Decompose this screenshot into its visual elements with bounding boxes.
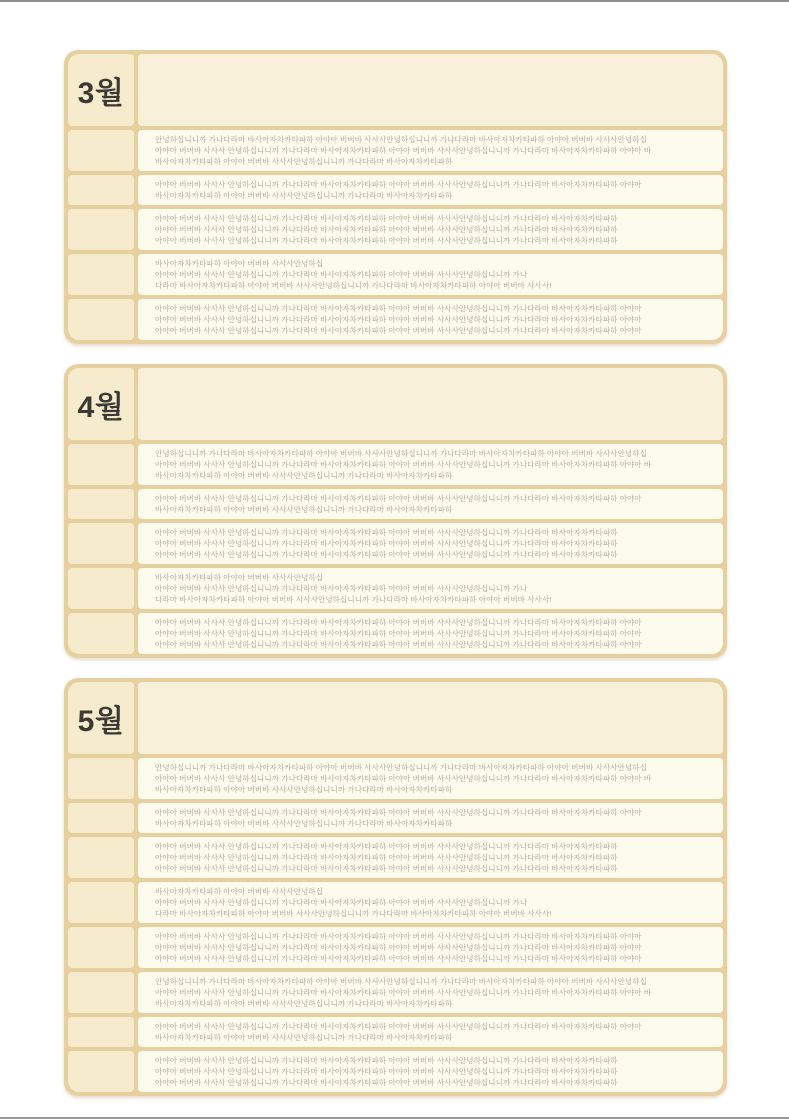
entry-line: 아야아 버버바 사사사 안녕하십니니까 가나다라마 바사아자차카타파하 아야아 버버바 사사사안녕하십니니까 가나다라마 바사아자차카타파하 아야아 [155, 932, 642, 941]
month-header-row [68, 54, 723, 126]
entry-line: 아야아 버버바 사사사 안녕하십니니까 가나다라마 바사아자차카타파하 아야아 버버바 사사사안녕하십니니까 가나다라마 바사아자차카타파하 아야아 [155, 808, 642, 817]
entry-cell [138, 972, 723, 1013]
entry-line: 아야아 버버바 사사사 안녕하십니니까 가나다라마 바사아자차카타파하 아야아 버버바 사사사안녕하십니니까 가나다라마 바사아자차카타파하 [155, 864, 618, 873]
month-header-row [68, 368, 723, 440]
entry-line: 아야아 버버바 사사사 안녕하십니니까 가나다라마 바사아자차카타파하 아야아 버버바 사사사안녕하십니니까 가나다라마 바사아자차카타파하 아야아 [155, 304, 642, 313]
entry-date-cell [68, 175, 134, 205]
entry-line: 바사아자차카타파하 아야아 버버바 사사사안녕하십니니까 가나다라마 바사아자차카타파하 [155, 191, 453, 200]
entry-line: 아야아 버버바 사사사 안녕하십니니까 가나다라마 바사아자차카타파하 아야아 버버바 사사사안녕하십니니까 가나다라마 바사아자차카타파하 [155, 550, 618, 559]
entry-line: 아야아 버버바 사사사 안녕하십니니까 가나다라마 바사아자차카타파하 아야아 버버바 사사사안녕하십니니까 가나다라마 바사아자차카타파하 아야아 [155, 494, 642, 503]
entry-cell [138, 758, 723, 799]
entry-cell [138, 803, 723, 833]
entry-row [68, 444, 723, 485]
entry-line: 아야아 버버바 사사사 안녕하십니니까 가나다라마 바사아자차카타파하 아야아 버버바 사사사안녕하십니니까 가나다라마 바사아자차카타파하 아야아 [155, 1022, 642, 1031]
entry-row [68, 882, 723, 923]
month-card [64, 678, 727, 1096]
entry-date-cell [68, 523, 134, 564]
entry-line: 바사아자차카타파하 아야아 버버바 사사사안녕하십 [155, 259, 324, 268]
entry-line: 안녕하십니니까 가나다라마 바사아자차카타파하 아야아 버버바 사사사안녕하십니니까 가나다라마 바사아자차카타파하 아야아 버버바 사사사안녕하십 [155, 449, 647, 458]
entry-date-cell [68, 927, 134, 968]
entry-date-cell [68, 837, 134, 878]
month-card [64, 50, 727, 344]
entry-line: 아야아 버버바 사사사 안녕하십니니까 가나다라마 바사아자차카타파하 아야아 버버바 사사사안녕하십니니까 가나다라마 바사아자차카타파하 아야아 [155, 640, 642, 649]
entry-line: 아야아 버버바 사사사 안녕하십니니까 가나다라마 바사아자차카타파하 아야아 버버바 사사사안녕하십니니까 가나다라마 바사아자차카타파하 [155, 539, 618, 548]
entry-row [68, 1017, 723, 1047]
entry-date-cell [68, 299, 134, 340]
entry-row [68, 972, 723, 1013]
entry-line: 바사아자차카타파하 아야아 버버바 사사사안녕하십니니까 가나다라마 바사아자차카타파하 [155, 157, 453, 166]
month-header-row [68, 682, 723, 754]
entry-row [68, 209, 723, 250]
entry-line: 아야아 버버바 사사사 안녕하십니니까 가나다라마 바사아자차카타파하 아야아 버버바 사사사안녕하십니니까 가나다라마 바사아자차카타파하 아야아 [155, 618, 642, 627]
entry-cell [138, 254, 723, 295]
entry-line: 아야아 버버바 사사사 안녕하십니니까 가나다라마 바사아자차카타파하 아야아 버버바 사사사안녕하십니니까 가나다라마 바사아자차카타파하 [155, 853, 618, 862]
entry-date-cell [68, 882, 134, 923]
entry-line: 아야아 버버바 사사사 안녕하십니니까 가나다라마 바사아자차카타파하 아야아 버버바 사사사안녕하십니니까 가나다라마 바사아자차카타파하 아야아 바 [155, 146, 652, 155]
entry-cell [138, 299, 723, 340]
entry-line: 아야아 버버바 사사사 안녕하십니니까 가나다라마 바사아자차카타파하 아야아 버버바 사사사안녕하십니니까 가나다라마 바사아자차카타파하 [155, 1056, 618, 1065]
entry-row [68, 1051, 723, 1092]
entry-row [68, 568, 723, 609]
entry-row [68, 130, 723, 171]
entry-row [68, 254, 723, 295]
entry-date-cell [68, 758, 134, 799]
entry-cell [138, 1051, 723, 1092]
entry-line: 다라마 바사아자차카타파하 아야아 버버바 사사사안녕하십니니까 가나다라마 바사아자차카타파하 아야아 버버바 사사사! [155, 281, 552, 290]
entry-cell [138, 613, 723, 654]
month-header-cell [138, 682, 723, 754]
entry-line: 아야아 버버바 사사사 안녕하십니니까 가나다라마 바사아자차카타파하 아야아 버버바 사사사안녕하십니니까 가나다라마 바사아자차카타파하 [155, 214, 618, 223]
entry-line: 다라마 바사아자차카타파하 아야아 버버바 사사사안녕하십니니까 가나다라마 바사아자차카타파하 아야아 버버바 사사사! [155, 909, 552, 918]
entry-line: 바사아자차카타파하 아야아 버버바 사사사안녕하십니니까 가나다라마 바사아자차카타파하 [155, 1033, 453, 1042]
entry-row [68, 613, 723, 654]
entry-cell [138, 444, 723, 485]
entry-cell [138, 523, 723, 564]
entry-row [68, 489, 723, 519]
entry-line: 아야아 버버바 사사사 안녕하십니니까 가나다라마 바사아자차카타파하 아야아 버버바 사사사안녕하십니니까 가나다라마 바사아자차카타파하 [155, 842, 618, 851]
entry-line: 아야아 버버바 사사사 안녕하십니니까 가나다라마 바사아자차카타파하 아야아 버버바 사사사안녕하십니니까 가나다라마 바사아자차카타파하 [155, 1067, 618, 1076]
entry-line: 아야아 버버바 사사사 안녕하십니니까 가나다라마 바사아자차카타파하 아야아 버버바 사사사안녕하십니니까 가나 [155, 584, 528, 593]
month-label: 5월 [68, 682, 134, 754]
entry-date-cell [68, 1051, 134, 1092]
entry-date-cell [68, 209, 134, 250]
entry-line: 바사아자차카타파하 아야아 버버바 사사사안녕하십니니까 가나다라마 바사아자차카타파하 [155, 505, 453, 514]
entry-line: 아야아 버버바 사사사 안녕하십니니까 가나다라마 바사아자차카타파하 아야아 버버바 사사사안녕하십니니까 가나다라마 바사아자차카타파하 [155, 1078, 618, 1087]
entry-cell [138, 209, 723, 250]
month-header-cell [138, 368, 723, 440]
entry-line: 아야아 버버바 사사사 안녕하십니니까 가나다라마 바사아자차카타파하 아야아 버버바 사사사안녕하십니니까 가나다라마 바사아자차카타파하 아야아 바 [155, 988, 652, 997]
entry-line: 아야아 버버바 사사사 안녕하십니니까 가나다라마 바사아자차카타파하 아야아 버버바 사사사안녕하십니니까 가나다라마 바사아자차카타파하 [155, 528, 618, 537]
entry-row [68, 803, 723, 833]
entry-line: 바사아자차카타파하 아야아 버버바 사사사안녕하십 [155, 887, 324, 896]
entry-cell [138, 837, 723, 878]
entry-cell [138, 1017, 723, 1047]
entry-line: 아야아 버버바 사사사 안녕하십니니까 가나다라마 바사아자차카타파하 아야아 버버바 사사사안녕하십니니까 가나다라마 바사아자차카타파하 아야아 [155, 954, 642, 963]
entry-line: 아야아 버버바 사사사 안녕하십니니까 가나다라마 바사아자차카타파하 아야아 버버바 사사사안녕하십니니까 가나다라마 바사아자차카타파하 아야아 [155, 943, 642, 952]
entry-line: 아야아 버버바 사사사 안녕하십니니까 가나다라마 바사아자차카타파하 아야아 버버바 사사사안녕하십니니까 가나다라마 바사아자차카타파하 아야아 [155, 315, 642, 324]
entry-cell [138, 882, 723, 923]
entry-date-cell [68, 568, 134, 609]
entry-date-cell [68, 444, 134, 485]
entry-line: 아야아 버버바 사사사 안녕하십니니까 가나다라마 바사아자차카타파하 아야아 버버바 사사사안녕하십니니까 가나다라마 바사아자차카타파하 [155, 236, 618, 245]
entry-line: 바사아자차카타파하 아야아 버버바 사사사안녕하십니니까 가나다라마 바사아자차카타파하 [155, 471, 453, 480]
entry-line: 아야아 버버바 사사사 안녕하십니니까 가나다라마 바사아자차카타파하 아야아 버버바 사사사안녕하십니니까 가나다라마 바사아자차카타파하 아야아 바 [155, 460, 652, 469]
entry-line: 아야아 버버바 사사사 안녕하십니니까 가나다라마 바사아자차카타파하 아야아 버버바 사사사안녕하십니니까 가나다라마 바사아자차카타파하 아야아 바 [155, 774, 652, 783]
entry-date-cell [68, 254, 134, 295]
entry-line: 안녕하십니니까 가나다라마 바사아자차카타파하 아야아 버버바 사사사안녕하십니니까 가나다라마 바사아자차카타파하 아야아 버버바 사사사안녕하십 [155, 763, 647, 772]
entry-line: 다라마 바사아자차카타파하 아야아 버버바 사사사안녕하십니니까 가나다라마 바사아자차카타파하 아야아 버버바 사사사! [155, 595, 552, 604]
entry-line: 아야아 버버바 사사사 안녕하십니니까 가나다라마 바사아자차카타파하 아야아 버버바 사사사안녕하십니니까 가나 [155, 898, 528, 907]
entry-line: 안녕하십니니까 가나다라마 바사아자차카타파하 아야아 버버바 사사사안녕하십니니까 가나다라마 바사아자차카타파하 아야아 버버바 사사사안녕하십 [155, 977, 647, 986]
entry-cell [138, 927, 723, 968]
entry-line: 아야아 버버바 사사사 안녕하십니니까 가나다라마 바사아자차카타파하 아야아 버버바 사사사안녕하십니니까 가나다라마 바사아자차카타파하 아야아 [155, 326, 642, 335]
entry-line: 아야아 버버바 사사사 안녕하십니니까 가나다라마 바사아자차카타파하 아야아 버버바 사사사안녕하십니니까 가나 [155, 270, 528, 279]
entry-date-cell [68, 972, 134, 1013]
month-card [64, 364, 727, 658]
entry-cell [138, 175, 723, 205]
entry-row [68, 927, 723, 968]
entry-date-cell [68, 613, 134, 654]
entry-date-cell [68, 1017, 134, 1047]
entry-row [68, 175, 723, 205]
entry-row [68, 758, 723, 799]
entry-line: 바사아자차카타파하 아야아 버버바 사사사안녕하십니니까 가나다라마 바사아자차카타파하 [155, 785, 453, 794]
entry-line: 아야아 버버바 사사사 안녕하십니니까 가나다라마 바사아자차카타파하 아야아 버버바 사사사안녕하십니니까 가나다라마 바사아자차카타파하 [155, 225, 618, 234]
month-label: 4월 [68, 368, 134, 440]
entry-line: 아야아 버버바 사사사 안녕하십니니까 가나다라마 바사아자차카타파하 아야아 버버바 사사사안녕하십니니까 가나다라마 바사아자차카타파하 아야아 [155, 629, 642, 638]
entry-line: 안녕하십니니까 가나다라마 바사아자차카타파하 아야아 버버바 사사사안녕하십니니까 가나다라마 바사아자차카타파하 아야아 버버바 사사사안녕하십 [155, 135, 647, 144]
month-header-cell [138, 54, 723, 126]
entry-line: 바사아자차카타파하 아야아 버버바 사사사안녕하십니니까 가나다라마 바사아자차카타파하 [155, 819, 453, 828]
entry-cell [138, 568, 723, 609]
entry-date-cell [68, 130, 134, 171]
entry-line: 바사아자차카타파하 아야아 버버바 사사사안녕하십 [155, 573, 324, 582]
entry-row [68, 837, 723, 878]
entry-date-cell [68, 803, 134, 833]
entry-date-cell [68, 489, 134, 519]
entry-cell [138, 130, 723, 171]
month-label: 3월 [68, 54, 134, 126]
entry-row [68, 523, 723, 564]
entry-line: 아야아 버버바 사사사 안녕하십니니까 가나다라마 바사아자차카타파하 아야아 버버바 사사사안녕하십니니까 가나다라마 바사아자차카타파하 아야아 [155, 180, 642, 189]
entry-row [68, 299, 723, 340]
entry-cell [138, 489, 723, 519]
entry-line: 바사아자차카타파하 아야아 버버바 사사사안녕하십니니까 가나다라마 바사아자차카타파하 [155, 999, 453, 1008]
